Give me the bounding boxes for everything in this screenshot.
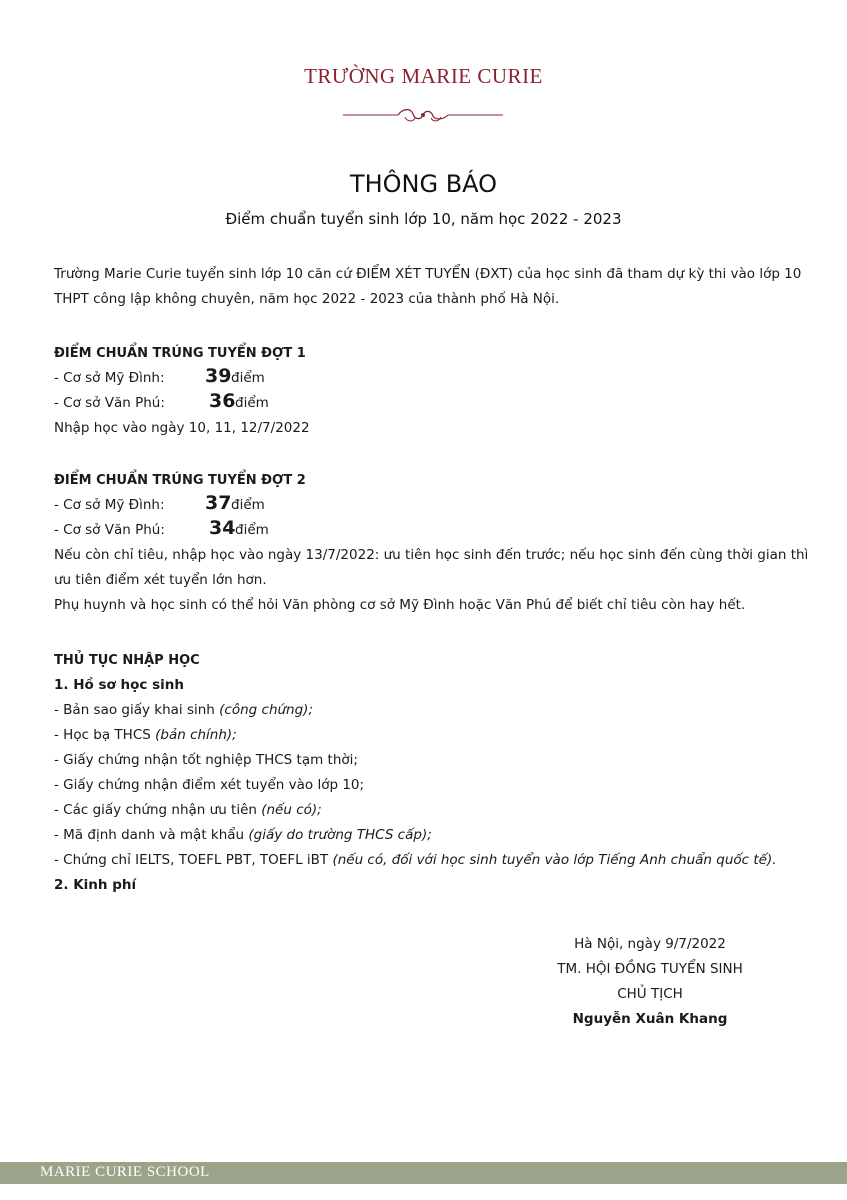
round1-my-dinh-unit: điểm [231,370,265,386]
procedure-item: - Mã định danh và mật khẩu (giấy do trường THCS cấp); [54,827,432,843]
signature-role: CHỦ TỊCH [617,986,683,1002]
round2-my-dinh-unit: điểm [231,497,265,513]
round2-van-phu-row [54,518,814,543]
round1-note: Nhập học vào ngày 10, 11, 12/7/2022 [54,420,310,436]
signature-block [530,932,770,1032]
procedure-item: - Học bạ THCS (bản chính); [54,727,237,743]
round2-section [54,468,814,618]
procedure-item: - Giấy chứng nhận tốt nghiệp THCS tạm thời; [54,752,358,768]
procedure-sub1: 1. Hồ sơ học sinh [54,677,184,693]
round1-my-dinh-row [54,366,814,391]
procedure-item: - Bản sao giấy khai sinh (công chứng); [54,702,313,718]
procedure-sub2: 2. Kinh phí [54,877,137,893]
round1-section [54,341,814,441]
procedure-item: - Chứng chỉ IELTS, TOEFL PBT, TOEFL iBT (nếu có, đối với học sinh tuyển vào lớp Tiếng Anh chuẩn quốc tế). [54,852,777,868]
round2-note-2: Phụ huynh và học sinh có thể hỏi Văn phòng cơ sở Mỹ Đình hoặc Văn Phú để biết chỉ tiêu còn hay hết. [54,597,746,613]
footer-bar [0,1162,847,1184]
intro-paragraph: Trường Marie Curie tuyển sinh lớp 10 căn cứ ĐIỂM XÉT TUYỂN (ĐXT) của học sinh đã tham dự kỳ thi vào lớp 10 THPT công lập không chuyên, năm học 2022 - 2023 của thành phố Hà Nội. [54,266,802,307]
round2-my-dinh-label: - Cơ sở Mỹ Đình: [54,497,165,513]
round2-my-dinh-score: 37 [205,492,232,514]
round1-van-phu-score: 36 [209,390,236,412]
round1-heading: ĐIỂM CHUẨN TRÚNG TUYỂN ĐỢT 1 [54,346,306,361]
ornament-divider-icon [343,104,503,126]
round2-note-1: Nếu còn chỉ tiêu, nhập học vào ngày 13/7/2022: ưu tiên học sinh đến trước; nếu học sinh đến cùng thời gian thì ưu tiên điểm xét tuyển lớn hơn. [54,547,809,588]
round1-van-phu-unit: điểm [235,395,269,411]
page-title: THÔNG BÁO [349,170,498,198]
round1-my-dinh-score: 39 [205,365,232,387]
round2-van-phu-score: 34 [209,517,236,539]
round2-van-phu-label: - Cơ sở Văn Phú: [54,522,165,538]
procedure-section [54,648,814,898]
round2-my-dinh-row [54,493,814,518]
procedure-item: - Giấy chứng nhận điểm xét tuyển vào lớp 10; [54,777,365,793]
round2-van-phu-unit: điểm [235,522,269,538]
school-logo-text: TRƯỜNG MARIE CURIE [304,64,543,88]
page-subtitle: Điểm chuẩn tuyển sinh lớp 10, năm học 2022 - 2023 [225,210,622,228]
procedure-item: - Các giấy chứng nhận ưu tiên (nếu có); [54,802,322,818]
round1-van-phu-row [54,391,814,416]
footer-label: MARIE CURIE SCHOOL [40,1164,210,1180]
round1-van-phu-label: - Cơ sở Văn Phú: [54,395,165,411]
signature-place-date: Hà Nội, ngày 9/7/2022 [574,936,726,952]
signature-name: Nguyễn Xuân Khang [572,1011,728,1027]
procedure-heading: THỦ TỤC NHẬP HỌC [54,653,200,668]
round1-my-dinh-label: - Cơ sở Mỹ Đình: [54,370,165,386]
round2-heading: ĐIỂM CHUẨN TRÚNG TUYỂN ĐỢT 2 [54,473,306,488]
signature-org: TM. HỘI ĐỒNG TUYỂN SINH [557,961,743,977]
